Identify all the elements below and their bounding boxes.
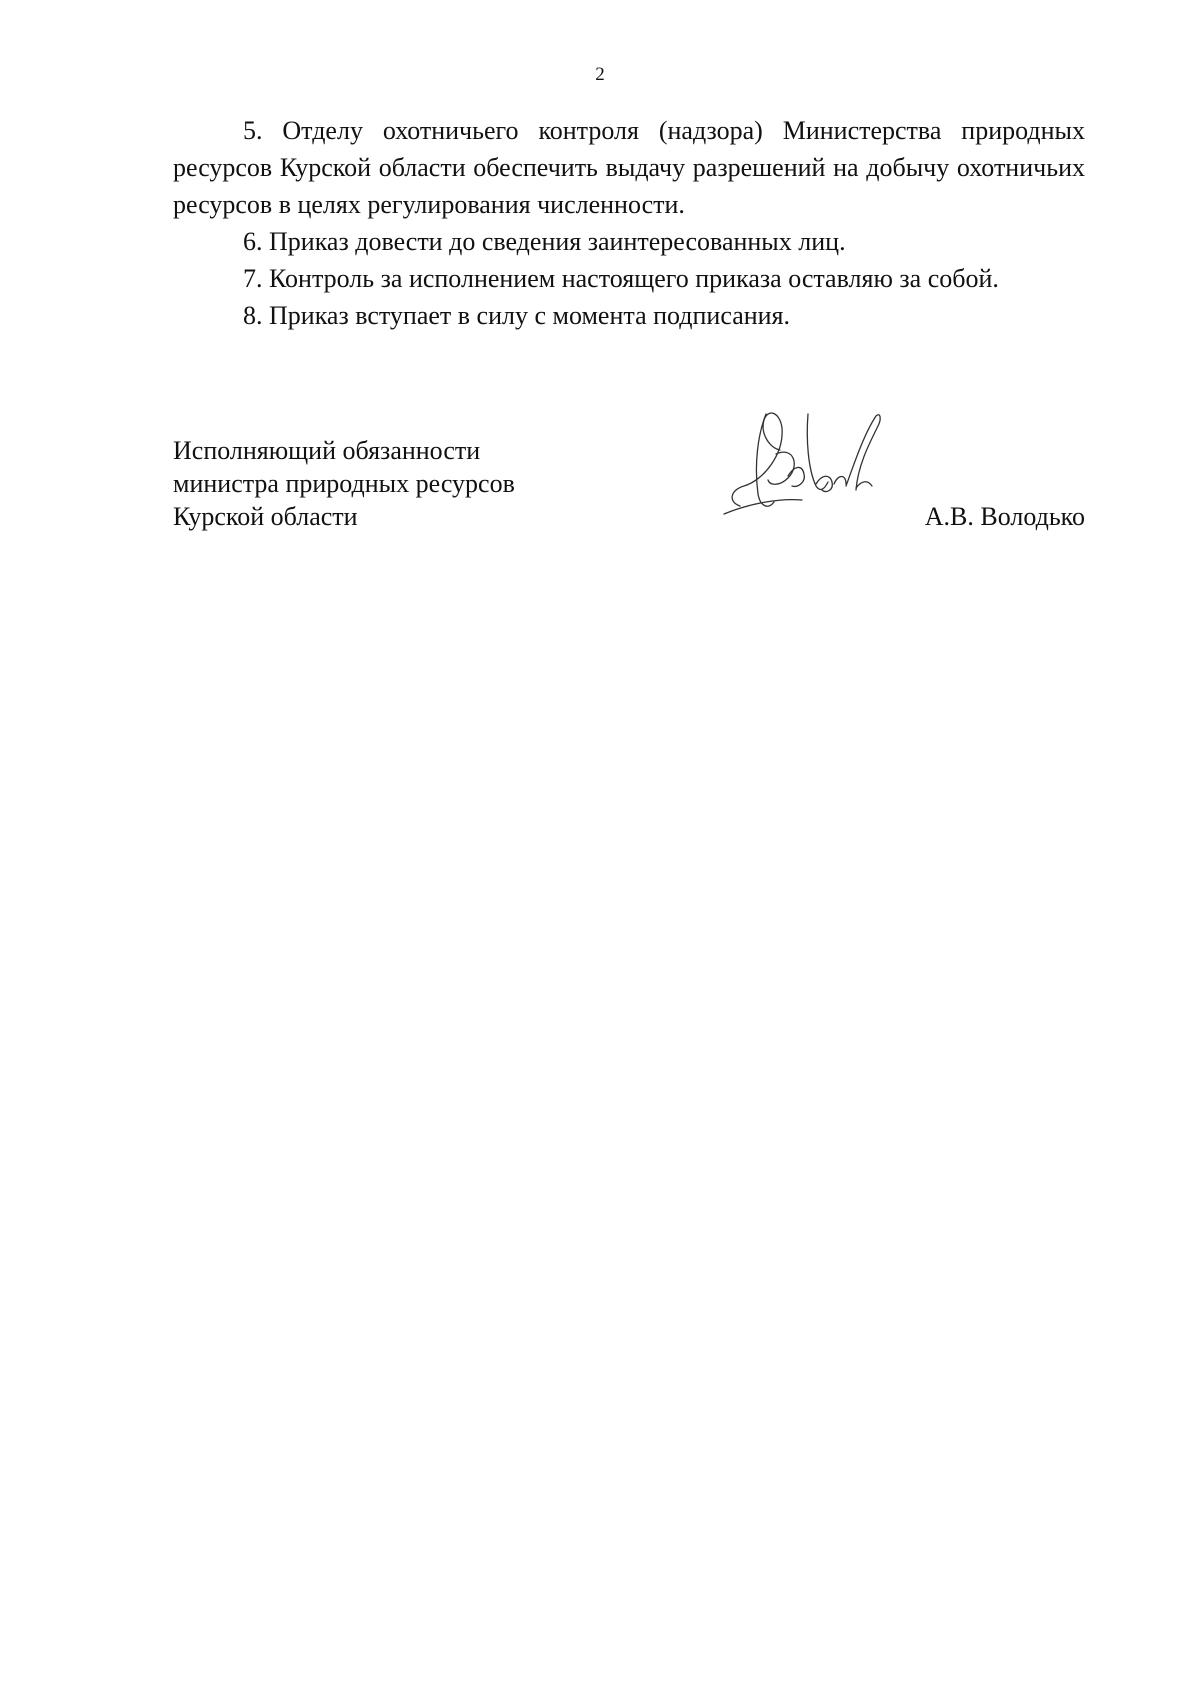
paragraph-8: 8. Приказ вступает в силу с момента подписания. [243, 301, 791, 330]
position-line-1: Исполняющий обязанности [173, 436, 481, 465]
position-line-3: Курской области [173, 502, 358, 531]
position-line-2: министра природных ресурсов [173, 469, 515, 498]
page-number: 2 [595, 64, 605, 85]
handwritten-signature [718, 394, 898, 524]
paragraph-5: 5. Отделу охотничьего контроля (надзора) Министерства природных ресурсов Курской области обеспечить выдачу разрешений на добычу охотничьих ресурсов в целях регулирования численности. [173, 116, 1085, 219]
signature-block [173, 434, 1085, 544]
signer-position [173, 434, 515, 533]
signer-name: А.В. Володько [924, 502, 1085, 531]
paragraph-7: 7. Контроль за исполнением настоящего приказа оставляю за собой. [243, 264, 999, 293]
paragraph-6: 6. Приказ довести до сведения заинтересованных лиц. [243, 227, 846, 256]
document-body [173, 112, 1085, 334]
